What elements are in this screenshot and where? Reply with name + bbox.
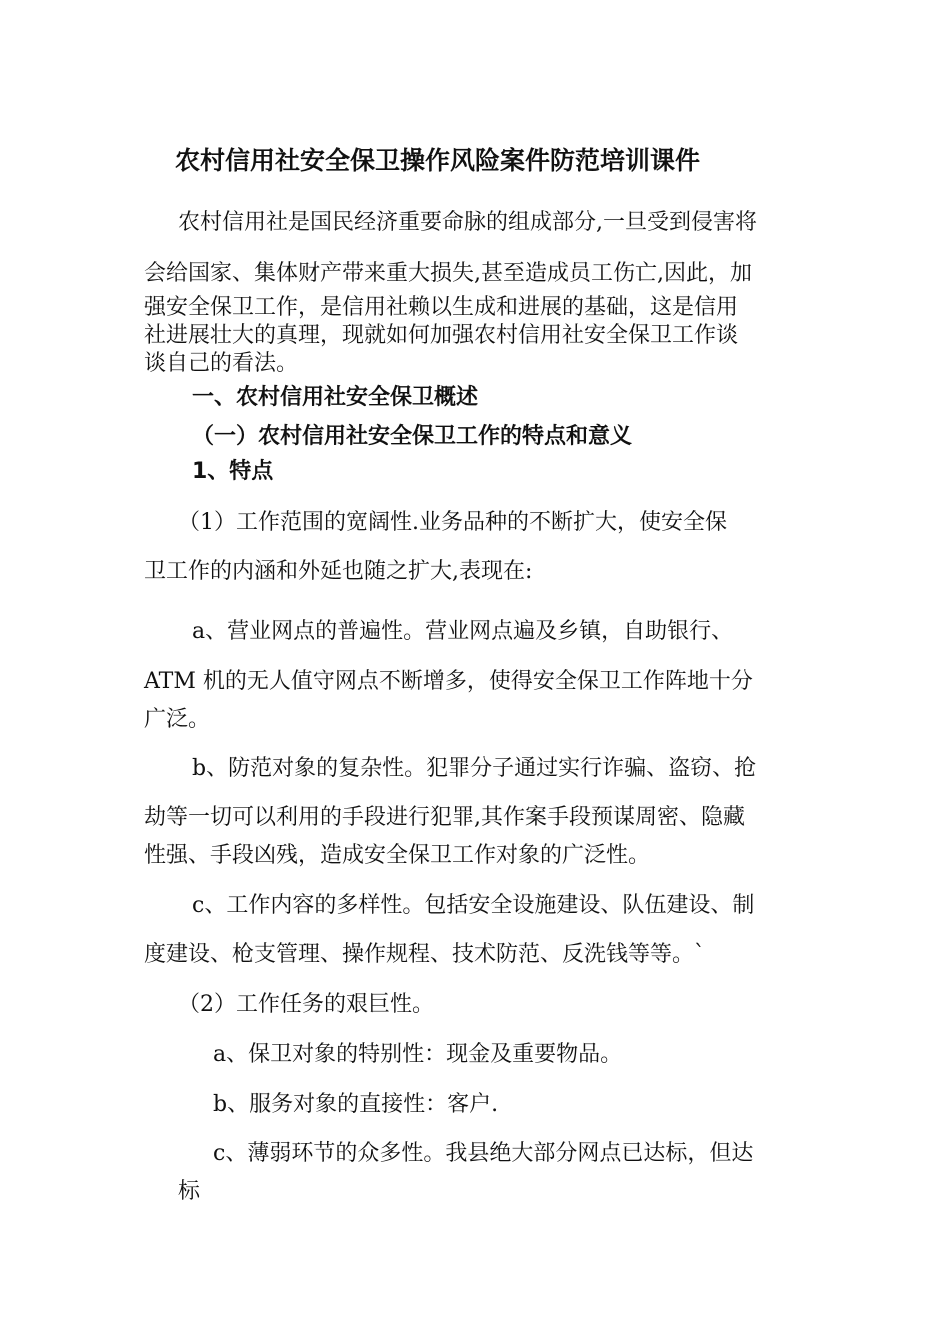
heading-level-1: 一、农村信用社安全保卫概述 [192,385,479,410]
intro-line-2: 会给国家、集体财产带来重大损失,甚至造成员工伤亡,因此，加 [144,261,752,286]
item-2c-line-1: c、薄弱环节的众多性。我县绝大部分网点已达标，但达 [213,1141,754,1166]
item-2b: b、服务对象的直接性：客户. [213,1092,499,1117]
item-1a-line-2: ATM 机的无人值守网点不断增多，使得安全保卫工作阵地十分 [144,669,753,694]
intro-line-3: 强安全保卫工作，是信用社赖以生成和进展的基础，这是信用 [144,295,739,320]
item-2a: a、保卫对象的特别性：现金及重要物品。 [213,1042,623,1067]
heading-level-3: 1、特点 [192,459,274,484]
document-title: 农村信用社安全保卫操作风险案件防范培训课件 [175,146,701,175]
intro-line-4: 社进展壮大的真理，现就如何加强农村信用社安全保卫工作谈 [144,323,739,348]
item-1b-line-1: b、防范对象的复杂性。犯罪分子通过实行诈骗、盗窃、抢 [192,756,757,781]
item-2: （2）工作任务的艰巨性。 [178,992,434,1017]
item-1c-line-2: 度建设、枪支管理、操作规程、技术防范、反洗钱等等。` [144,942,706,967]
item-1b-line-2: 劫等一切可以利用的手段进行犯罪,其作案手段预谋周密、隐藏 [144,805,745,830]
item-1-line-2: 卫工作的内涵和外延也随之扩大,表现在: [144,559,533,584]
item-1b-line-3: 性强、手段凶残，造成安全保卫工作对象的广泛性。 [144,843,651,868]
item-1-line-1: （1）工作范围的宽阔性.业务品种的不断扩大，使安全保 [178,510,727,535]
item-2c-line-2: 标 [178,1179,201,1204]
item-1c-line-1: c、工作内容的多样性。包括安全设施建设、队伍建设、制 [192,893,755,918]
item-1a-line-3: 广泛。 [144,707,211,732]
item-1a-line-1: a、营业网点的普遍性。营业网点遍及乡镇，自助银行、 [192,619,734,644]
heading-level-2: （一）农村信用社安全保卫工作的特点和意义 [192,424,633,449]
intro-line-5: 谈自己的看法。 [144,351,299,376]
intro-line-1: 农村信用社是国民经济重要命脉的组成部分,一旦受到侵害将 [178,210,757,235]
